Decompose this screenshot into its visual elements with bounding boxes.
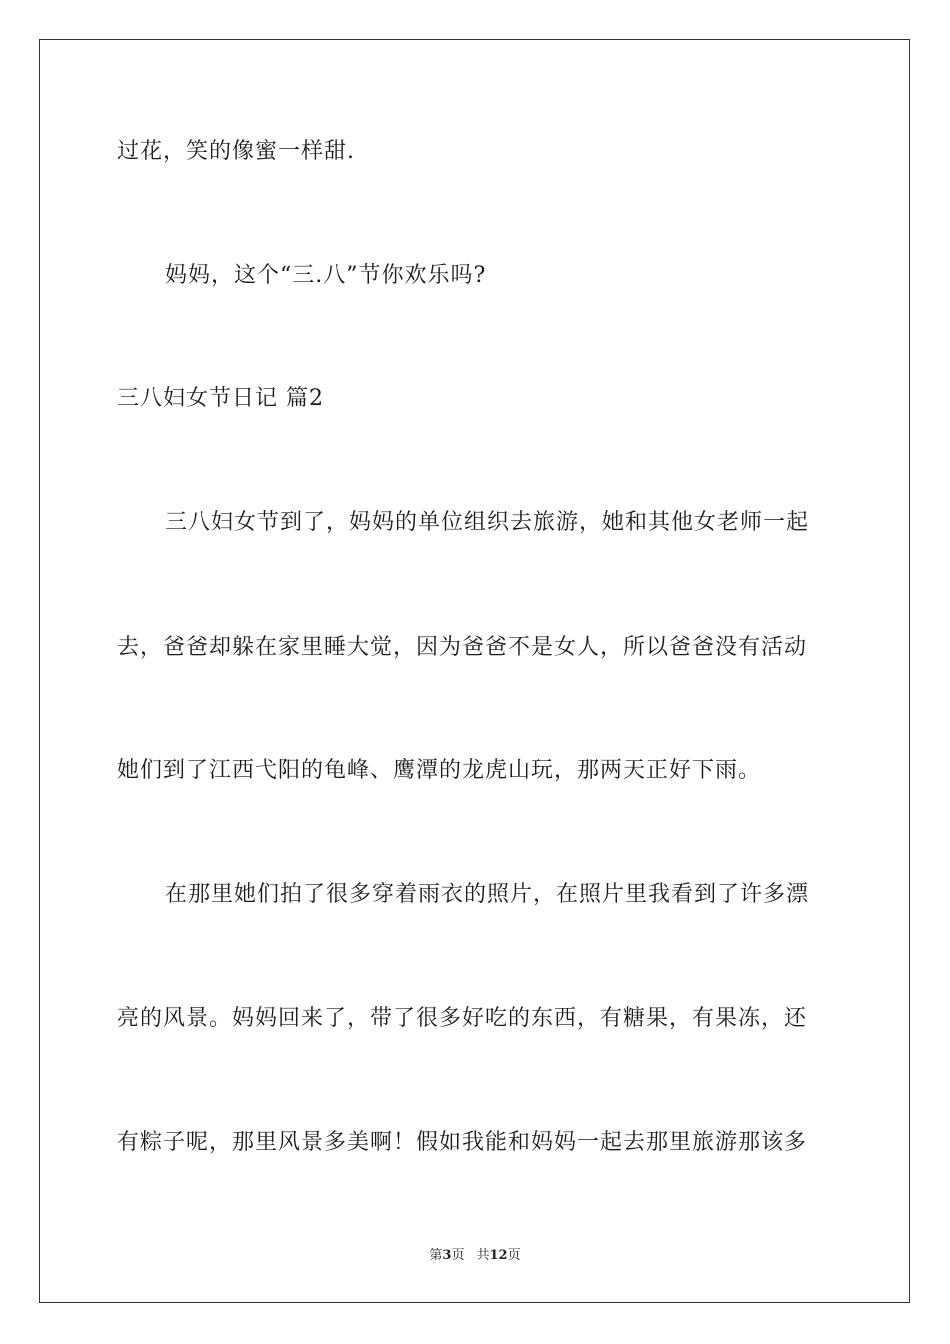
page-suffix: 页 — [451, 1248, 465, 1263]
page-number: 3 — [442, 1248, 452, 1263]
text-line-4: 三八妇女节到了，妈妈的单位组织去旅游，她和其他女老师一起 — [165, 510, 810, 535]
total-pages: 12 — [489, 1248, 508, 1263]
total-suffix: 页 — [507, 1248, 521, 1263]
section-heading: 三八妇女节日记 篇2 — [117, 386, 324, 411]
text-line-7: 在那里她们拍了很多穿着雨衣的照片，在照片里我看到了许多漂 — [165, 882, 810, 907]
page-prefix: 第 — [429, 1248, 443, 1263]
text-line-6: 她们到了江西弋阳的龟峰、鹰潭的龙虎山玩，那两天正好下雨。 — [117, 758, 762, 783]
text-line-1: 过花，笑的像蜜一样甜. — [117, 139, 355, 164]
text-line-5: 去，爸爸却躲在家里睡大觉，因为爸爸不是女人，所以爸爸没有活动 — [117, 635, 808, 660]
total-prefix: 共 — [476, 1248, 490, 1263]
text-line-8: 亮的风景。妈妈回来了，带了很多好吃的东西，有糖果，有果冻，还 — [117, 1006, 808, 1031]
text-line-9: 有粽子呢，那里风景多美啊！假如我能和妈妈一起去那里旅游那该多 — [117, 1130, 808, 1155]
text-line-2: 妈妈，这个“三.八”节你欢乐吗? — [165, 263, 487, 288]
page-border — [39, 39, 910, 1303]
page-footer — [0, 1247, 950, 1265]
